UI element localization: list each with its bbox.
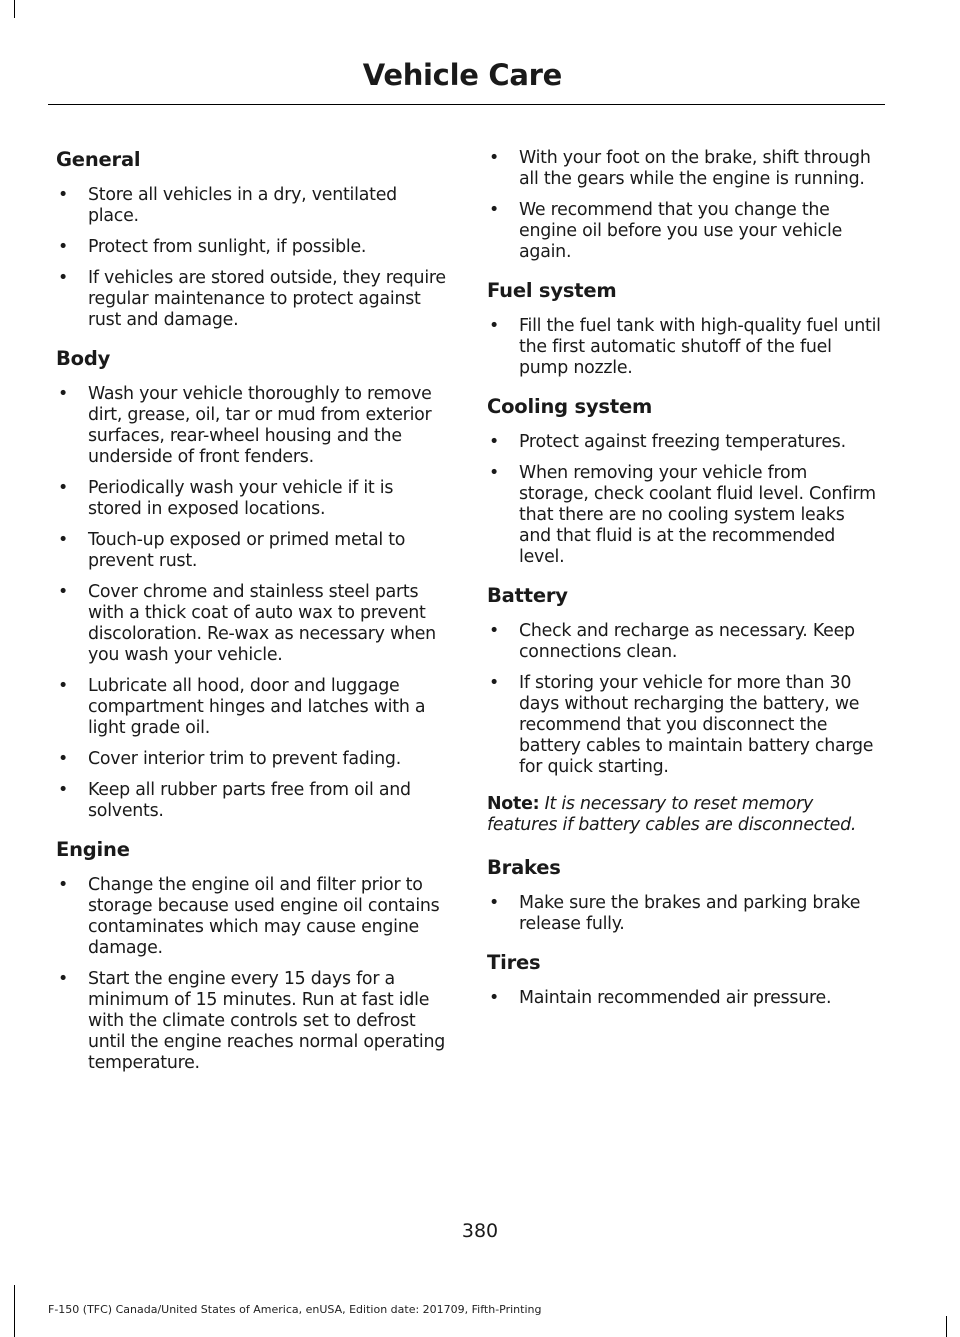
bullet: •	[58, 780, 69, 800]
list-item: • We recommend that you change the engine oil before you use your vehicle again.	[489, 200, 843, 262]
bullet: •	[58, 268, 69, 288]
section-heading-body: Body	[56, 347, 111, 370]
section-heading-fuel-system: Fuel system	[487, 279, 617, 302]
list-item: • Lubricate all hood, door and luggage compartment hinges and latches with a light grade oil.	[58, 676, 426, 738]
section-heading-brakes: Brakes	[487, 856, 561, 879]
list-item: • Protect from sunlight, if possible.	[58, 237, 367, 257]
list-item: • Cover chrome and stainless steel parts with a thick coat of auto wax to prevent discoloration. Re-wax as necessary when you wash your vehicle.	[58, 582, 436, 665]
section-heading-tires: Tires	[487, 951, 541, 974]
page-number: 380	[461, 1220, 499, 1242]
bullet: •	[489, 893, 500, 913]
header-divider	[48, 104, 885, 105]
bullet: •	[58, 530, 69, 550]
left-column	[56, 140, 450, 1090]
bullet: •	[489, 988, 500, 1008]
bullet: •	[489, 148, 500, 168]
list-item: • Fill the fuel tank with high-quality fuel until the first automatic shutoff of the fuel pump nozzle.	[489, 316, 881, 378]
engine-list-continued	[487, 148, 881, 263]
list-item: • Change the engine oil and filter prior to storage because used engine oil contains contaminates which may cause engine damage.	[58, 875, 440, 958]
battery-note	[487, 794, 881, 836]
cooling-system-list	[487, 432, 881, 568]
bullet: •	[58, 875, 69, 895]
crop-mark-bottom-left	[14, 1285, 15, 1337]
list-item: • When removing your vehicle from storage, check coolant fluid level. Confirm that there are no cooling system leaks and that fluid is at the recommended level.	[489, 463, 876, 567]
bullet: •	[489, 673, 500, 693]
bullet: •	[489, 432, 500, 452]
body-list	[56, 384, 450, 822]
fuel-system-list	[487, 316, 881, 379]
note-text: It is necessary to reset memory features if battery cables are disconnected.	[487, 794, 857, 835]
bullet: •	[58, 478, 69, 498]
tires-list	[487, 988, 881, 1009]
engine-list	[56, 875, 450, 1074]
list-item: • Protect against freezing temperatures.	[489, 432, 846, 452]
list-item: • Keep all rubber parts free from oil and solvents.	[58, 780, 411, 821]
crop-mark-top-left	[14, 0, 15, 18]
bullet: •	[58, 384, 69, 404]
list-item: • Check and recharge as necessary. Keep connections clean.	[489, 621, 855, 662]
bullet: •	[58, 582, 69, 602]
section-heading-general: General	[56, 148, 141, 171]
section-heading-battery: Battery	[487, 584, 568, 607]
list-item: • Periodically wash your vehicle if it is stored in exposed locations.	[58, 478, 394, 519]
right-column	[487, 140, 881, 1025]
bullet: •	[489, 316, 500, 336]
list-item: • Store all vehicles in a dry, ventilated place.	[58, 185, 397, 226]
list-item: • With your foot on the brake, shift through all the gears while the engine is running.	[489, 148, 871, 189]
footer-edition-info: F-150 (TFC) Canada/United States of America, enUSA, Edition date: 201709, Fifth-Printing	[48, 1303, 542, 1316]
crop-mark-bottom-right	[946, 1316, 947, 1337]
bullet: •	[489, 621, 500, 641]
list-item: • If storing your vehicle for more than 30 days without recharging the battery, we recommend that you disconnect the battery cables to maintain battery charge for quick starting.	[489, 673, 874, 777]
bullet: •	[489, 200, 500, 220]
note-label: Note:	[487, 794, 540, 814]
bullet: •	[489, 463, 500, 483]
page-title: Vehicle Care	[362, 58, 562, 92]
battery-list	[487, 621, 881, 778]
brakes-list	[487, 893, 881, 935]
list-item: • Cover interior trim to prevent fading.	[58, 749, 401, 769]
bullet: •	[58, 749, 69, 769]
bullet: •	[58, 676, 69, 696]
list-item: • Wash your vehicle thoroughly to remove dirt, grease, oil, tar or mud from exterior surfaces, rear-wheel housing and the underside of front fenders.	[58, 384, 432, 467]
list-item: • Start the engine every 15 days for a minimum of 15 minutes. Run at fast idle with the climate controls set to defrost until the engine reaches normal operating temperature.	[58, 969, 446, 1073]
section-heading-engine: Engine	[56, 838, 130, 861]
list-item: • Maintain recommended air pressure.	[489, 988, 832, 1008]
bullet: •	[58, 237, 69, 257]
bullet: •	[58, 969, 69, 989]
section-heading-cooling-system: Cooling system	[487, 395, 653, 418]
list-item: • Touch-up exposed or primed metal to prevent rust.	[58, 530, 406, 571]
general-list	[56, 185, 450, 331]
bullet: •	[58, 185, 69, 205]
list-item: • If vehicles are stored outside, they require regular maintenance to protect against rust and damage.	[58, 268, 446, 330]
list-item: • Make sure the brakes and parking brake release fully.	[489, 893, 861, 934]
